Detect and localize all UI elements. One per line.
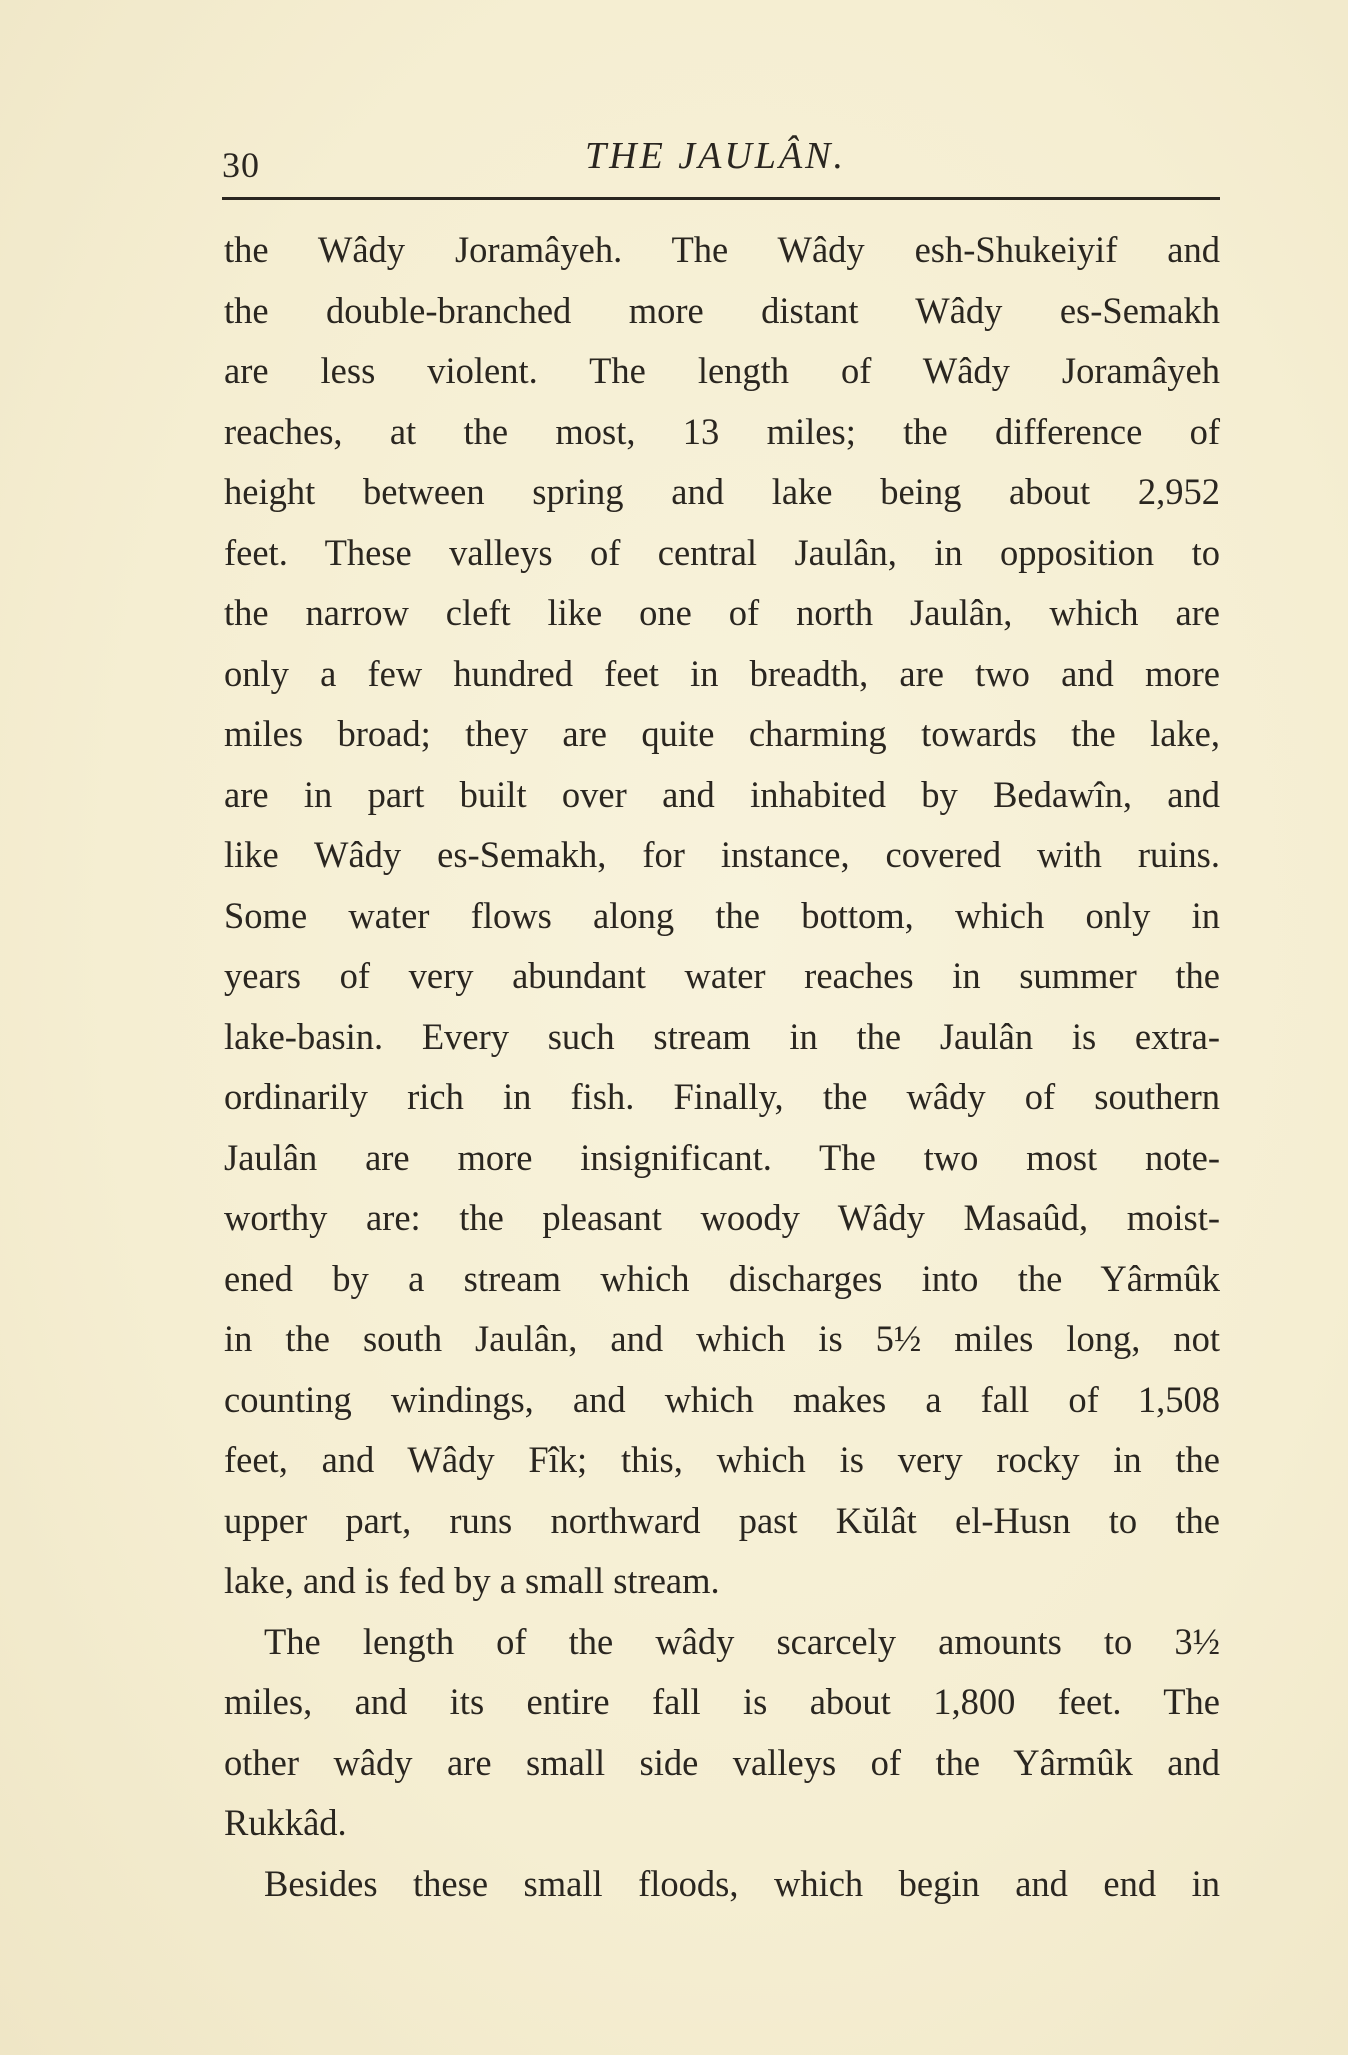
- paragraph: [224, 220, 1220, 1612]
- text-line: are less violent. The length of Wâdy Joramâyeh: [224, 350, 1220, 391]
- paragraph: [224, 1854, 1220, 1915]
- text-line: miles, and its entire fall is about 1,800 feet. The: [224, 1681, 1220, 1722]
- text-line: other wâdy are small side valleys of the Yârmûk and: [224, 1741, 1220, 1783]
- text-line: only a few hundred feet in breadth, are two and more: [224, 652, 1220, 694]
- text-line: are in part built over and inhabited by Bedawîn, and: [224, 773, 1220, 815]
- page-number: 30: [222, 145, 260, 185]
- text-line: The length of the wâdy scarcely amounts to 3½: [264, 1620, 1220, 1662]
- body-text: [224, 220, 1220, 1914]
- text-line: miles broad; they are quite charming towards the lake,: [224, 713, 1220, 754]
- header-rule: [222, 197, 1220, 200]
- text-line: counting windings, and which makes a fall of 1,508: [224, 1378, 1220, 1420]
- text-line: lake, and is fed by a small stream.: [224, 1560, 720, 1601]
- text-line: the Wâdy Joramâyeh. The Wâdy esh-Shukeiyif and: [224, 229, 1220, 270]
- text-line: upper part, runs northward past Kŭlât el-Husn to the: [224, 1499, 1220, 1541]
- text-line: in the south Jaulân, and which is 5½ miles long, not: [224, 1318, 1220, 1359]
- text-line: feet, and Wâdy Fîk; this, which is very rocky in the: [224, 1439, 1220, 1480]
- text-line: lake-basin. Every such stream in the Jaulân is extra-: [224, 1015, 1220, 1057]
- paragraph: [224, 1612, 1220, 1854]
- text-line: feet. These valleys of central Jaulân, in opposition to: [224, 531, 1220, 573]
- text-line: Some water flows along the bottom, which only in: [224, 894, 1220, 936]
- text-line: the double-branched more distant Wâdy es-Semakh: [224, 289, 1220, 331]
- text-line: like Wâdy es-Semakh, for instance, covered with ruins.: [224, 834, 1220, 875]
- text-line: reaches, at the most, 13 miles; the difference of: [224, 410, 1220, 452]
- text-line: years of very abundant water reaches in summer the: [224, 955, 1220, 996]
- running-title: THE JAULÂN.: [585, 135, 846, 177]
- text-line: the narrow cleft like one of north Jaulân, which are: [224, 592, 1220, 633]
- text-line: Besides these small floods, which begin and end in: [264, 1862, 1220, 1904]
- text-line: ordinarily rich in fish. Finally, the wâdy of southern: [224, 1076, 1220, 1117]
- text-line: Jaulân are more insignificant. The two most note-: [224, 1136, 1220, 1178]
- text-line: height between spring and lake being about 2,952: [224, 471, 1220, 512]
- text-line: worthy are: the pleasant woody Wâdy Masaûd, moist-: [224, 1197, 1220, 1238]
- page-header: [222, 128, 1222, 188]
- text-line: Rukkâd.: [224, 1802, 347, 1843]
- text-line: ened by a stream which discharges into the Yârmûk: [224, 1257, 1220, 1299]
